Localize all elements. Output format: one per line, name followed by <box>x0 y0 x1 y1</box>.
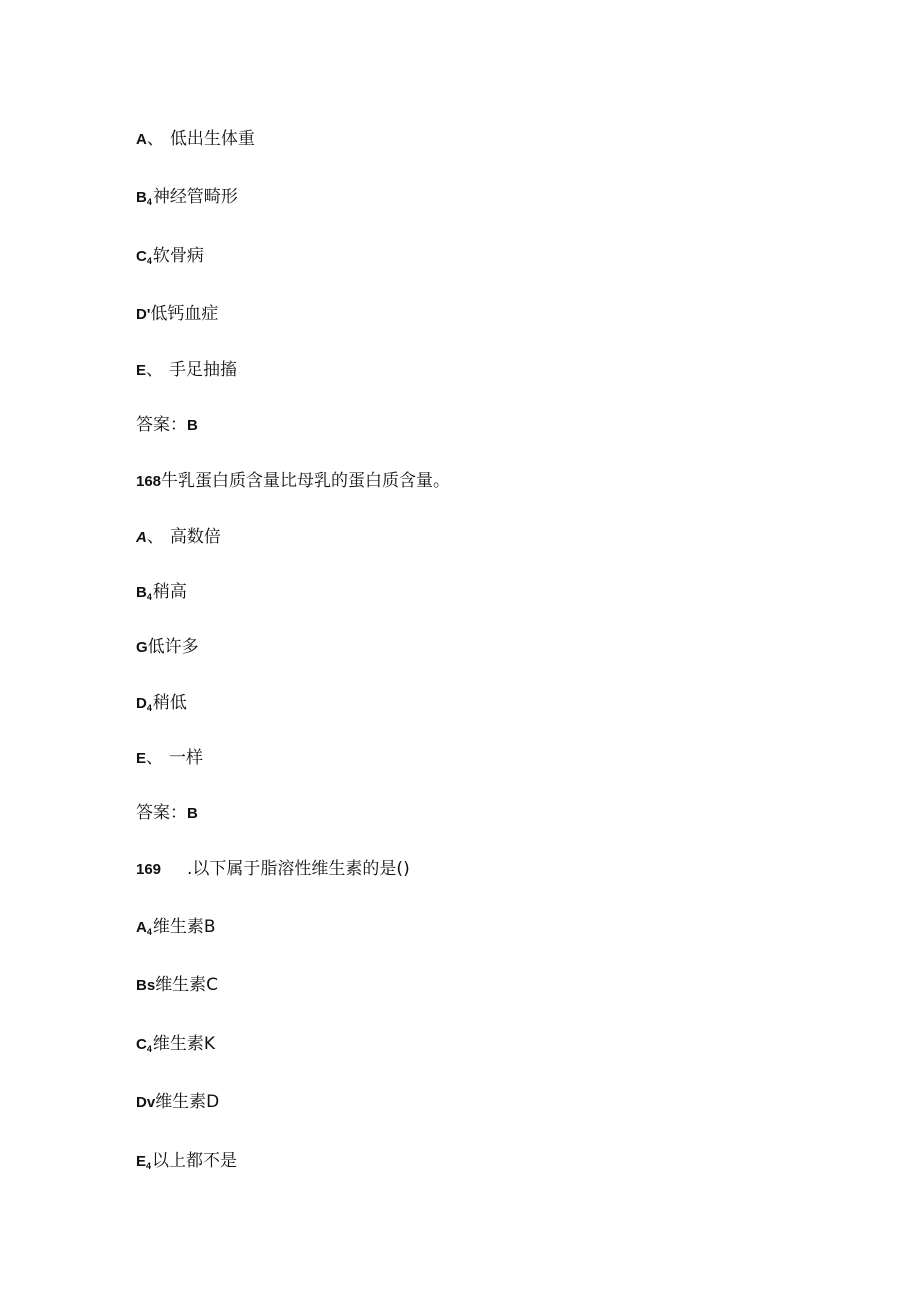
question-number: 169 <box>136 861 162 878</box>
option-label: D <box>136 306 147 323</box>
option-subscript: 4 <box>146 256 152 266</box>
option-label: E <box>136 362 147 379</box>
option-label: E <box>136 1153 147 1170</box>
option-text: 维生素B <box>152 917 216 937</box>
option-d <box>136 303 218 326</box>
option-b <box>136 974 218 997</box>
option-subscript: 4 <box>146 1161 152 1171</box>
question-text: .以下属于脂溶性维生素的是() <box>187 859 410 879</box>
option-label: Bs <box>136 977 156 994</box>
option-text: 手足抽搐 <box>169 360 238 380</box>
option-separator: 、 <box>146 129 164 149</box>
option-text: 一样 <box>169 748 204 768</box>
option-label: G <box>136 639 148 656</box>
option-label: D <box>136 695 147 712</box>
option-label: A <box>136 919 147 936</box>
option-b <box>136 186 238 210</box>
option-text: 稍低 <box>152 693 187 713</box>
option-text: 维生素D <box>155 1092 220 1112</box>
option-subscript: 4 <box>146 927 152 937</box>
option-text: 维生素K <box>152 1034 216 1054</box>
answer-value: B <box>187 805 198 822</box>
option-e <box>136 1150 237 1174</box>
answer-line <box>136 414 198 437</box>
option-b <box>136 581 187 605</box>
option-subscript: 4 <box>146 197 152 207</box>
option-text: 低钙血症 <box>150 304 219 324</box>
option-separator: 、 <box>146 527 164 547</box>
answer-value: B <box>187 417 198 434</box>
option-separator: ' <box>146 306 151 323</box>
option-subscript: 4 <box>146 1044 152 1054</box>
option-label: Dv <box>136 1094 156 1111</box>
option-text: 高数倍 <box>169 527 221 547</box>
question-text: 牛乳蛋白质含量比母乳的蛋白质含量。 <box>161 471 451 491</box>
option-subscript: 4 <box>146 592 152 602</box>
option-text: 以上都不是 <box>152 1151 238 1171</box>
option-e <box>136 747 203 770</box>
option-text: 稍高 <box>152 582 187 602</box>
option-a <box>136 128 255 151</box>
option-label: B <box>136 189 147 206</box>
option-separator: 、 <box>146 748 164 768</box>
answer-label: 答案： <box>136 803 187 823</box>
option-label: E <box>136 750 147 767</box>
option-label: C <box>136 248 147 265</box>
answer-line <box>136 802 198 825</box>
option-separator: 、 <box>146 360 164 380</box>
option-c <box>136 245 204 269</box>
option-label: B <box>136 584 147 601</box>
option-d <box>136 692 187 716</box>
option-c <box>136 1033 215 1057</box>
option-e <box>136 359 237 382</box>
option-text: 软骨病 <box>152 246 204 266</box>
question-168 <box>136 470 450 493</box>
option-subscript: 4 <box>146 703 152 713</box>
question-number: 168 <box>136 473 162 490</box>
option-label: A <box>136 529 147 546</box>
option-a <box>136 916 216 940</box>
answer-label: 答案： <box>136 415 187 435</box>
option-text: 神经管畸形 <box>152 187 238 207</box>
option-label: A <box>136 131 147 148</box>
question-169 <box>136 858 410 881</box>
option-c <box>136 636 199 659</box>
option-text: 低出生体重 <box>169 129 255 149</box>
option-text: 维生素C <box>155 975 219 995</box>
option-label: C <box>136 1036 147 1053</box>
option-d <box>136 1091 219 1114</box>
option-a <box>136 526 221 549</box>
option-text: 低许多 <box>147 637 199 657</box>
